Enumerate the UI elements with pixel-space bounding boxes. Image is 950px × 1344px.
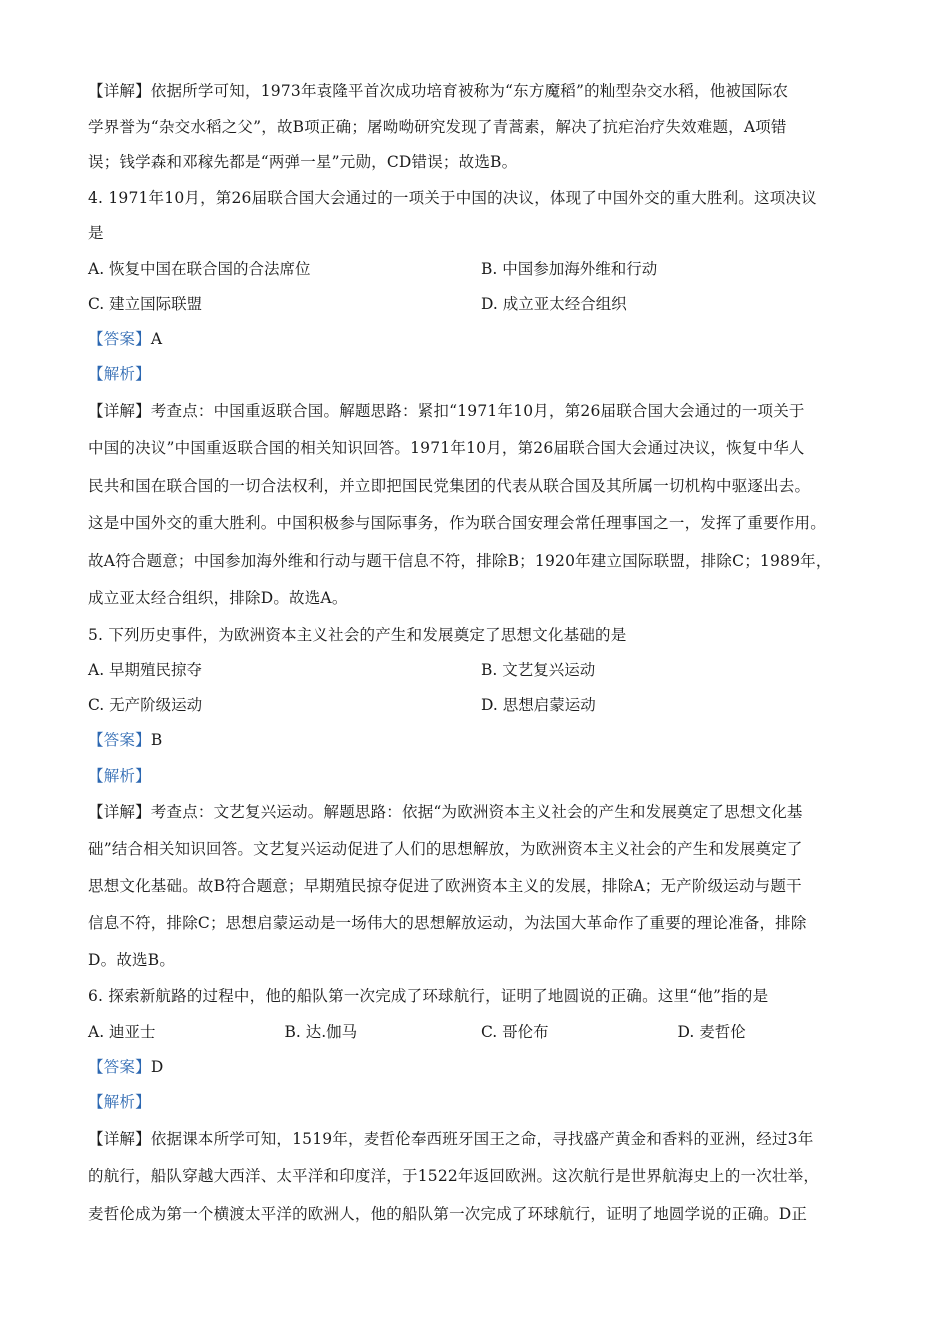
- text-line: 故A符合题意；中国参加海外维和行动与题干信息不符，排除B；1920年建立国际联盟，排除C；1989年，: [88, 551, 832, 570]
- option-a: A. 早期殖民掠夺: [88, 661, 203, 679]
- question-stem: 5. 下列历史事件，为欧洲资本主义社会的产生和发展奠定了思想文化基础的是: [88, 625, 627, 644]
- option-b: B. 达.伽马: [284, 1022, 358, 1041]
- answer-line: [88, 723, 874, 759]
- text-line: 民共和国在联合国的一切合法权利，并立即把国民党集团的代表从联合国及其所属一切机构中驱逐出去。: [88, 476, 811, 495]
- option-c: C. 无产阶级运动: [88, 696, 203, 714]
- question-4: [88, 181, 874, 618]
- options-row: [88, 688, 874, 723]
- answer-label: 【答案】: [88, 329, 151, 348]
- text-line: 的航行，船队穿越大西洋、太平洋和印度洋，于1522年返回欧洲。这次航行是世界航海史上的一次壮举，: [88, 1167, 820, 1185]
- option-c: C. 建立国际联盟: [88, 294, 203, 313]
- analysis-label: 【解析】: [88, 1093, 151, 1111]
- text-line: 【详解】考查点：文艺复兴运动。解题思路：依据“为欧洲资本主义社会的产生和发展奠定了思想文化基: [88, 803, 803, 821]
- answer-value: A: [150, 329, 163, 348]
- text-line: 信息不符，排除C；思想启蒙运动是一场伟大的思想解放运动，为法国大革命作了重要的理论准备，排除: [88, 914, 807, 932]
- text-line: 【详解】考查点：中国重返联合国。解题思路：紧扣“1971年10月，第26届联合国大会通过的一项关于: [88, 401, 805, 420]
- text-line: 误；钱学森和邓稼先都是“两弹一星”元勋，CD错误；故选B。: [88, 153, 518, 171]
- option-c: C. 哥伦布: [481, 1022, 549, 1041]
- text-line: 学界誉为“杂交水稻之父”，故B项正确；屠呦呦研究发现了青蒿素，解决了抗疟治疗失效难题，A项错: [88, 117, 787, 136]
- answer-value: B: [150, 731, 163, 749]
- options-row: [88, 653, 874, 688]
- answer-value: D: [150, 1057, 164, 1076]
- option-a: A. 恢复中国在联合国的合法席位: [88, 259, 311, 278]
- text-line: 础”结合相关知识回答。文艺复兴运动促进了人们的思想解放，为欧洲资本主义社会的产生和发展奠定了: [88, 840, 803, 858]
- document-page: [88, 74, 874, 1233]
- question-6: [88, 979, 874, 1233]
- option-a: A. 迪亚士: [88, 1022, 156, 1041]
- answer-label: 【答案】: [88, 1057, 151, 1076]
- analysis-label: 【解析】: [88, 365, 151, 383]
- options-row: [88, 287, 874, 322]
- options-row: [88, 1015, 874, 1050]
- question-5: [88, 618, 874, 980]
- options-row: [88, 252, 874, 287]
- text-line: 成立亚太经合组织，排除D。故选A。: [88, 589, 348, 607]
- text-line: 中国的决议”中国重返联合国的相关知识回答。1971年10月，第26届联合国大会通过决议，恢复中华人: [88, 439, 805, 457]
- text-line: 这是中国外交的重大胜利。中国积极参与国际事务，作为联合国安理会常任理事国之一，发挥了重要作用。: [88, 514, 826, 532]
- answer-label: 【答案】: [88, 731, 151, 749]
- q3-detail: [88, 74, 874, 181]
- question-stem: 4. 1971年10月，第26届联合国大会通过的一项关于中国的决议，体现了中国外交的重大胜利。这项决议: [88, 188, 817, 207]
- question-stem: 6. 探索新航路的过程中，他的船队第一次完成了环球航行，证明了地圆说的正确。这里“他”指的是: [88, 987, 769, 1005]
- question-stem: 是: [88, 224, 104, 242]
- option-b: B. 中国参加海外维和行动: [481, 259, 658, 278]
- analysis-label: 【解析】: [88, 766, 151, 785]
- text-line: 思想文化基础。故B符合题意；早期殖民掠夺促进了欧洲资本主义的发展，排除A；无产阶级运动与题干: [88, 877, 802, 895]
- answer-line: [88, 322, 874, 358]
- answer-line: [88, 1050, 874, 1086]
- text-line: 【详解】依据课本所学可知，1519年，麦哲伦奉西班牙国王之命，寻找盛产黄金和香料的亚洲，经过3年: [88, 1129, 814, 1148]
- option-d: D. 麦哲伦: [677, 1022, 746, 1041]
- text-line: 【详解】依据所学可知，1973年袁隆平首次成功培育被称为“东方魔稻”的籼型杂交水稻，他被国际农: [88, 82, 789, 100]
- text-line: 麦哲伦成为第一个横渡太平洋的欧洲人，他的船队第一次完成了环球航行，证明了地圆学说的正确。D正: [88, 1204, 808, 1223]
- option-b: B. 文艺复兴运动: [481, 661, 596, 679]
- option-d: D. 思想启蒙运动: [481, 696, 596, 714]
- text-line: D。故选B。: [88, 951, 176, 969]
- option-d: D. 成立亚太经合组织: [481, 294, 627, 313]
